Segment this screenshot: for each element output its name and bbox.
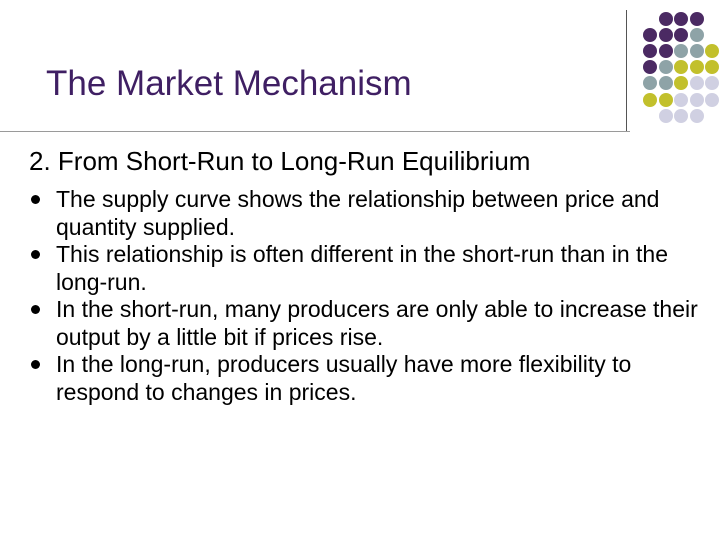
- decorative-dot: [674, 93, 688, 107]
- decorative-dot: [674, 60, 688, 74]
- decorative-dot: [643, 93, 657, 107]
- bullet-item: [31, 241, 711, 296]
- decorative-dot: [690, 76, 704, 90]
- bullet-text: This relationship is often different in the short-run than in the long-run.: [56, 241, 668, 295]
- vertical-divider: [626, 10, 627, 132]
- decorative-dot: [659, 60, 673, 74]
- decorative-dot: [674, 109, 688, 123]
- decorative-dot: [690, 44, 704, 58]
- decorative-dot: [659, 93, 673, 107]
- decorative-dot: [659, 109, 673, 123]
- decorative-dot: [705, 76, 719, 90]
- decorative-dot: [690, 109, 704, 123]
- decorative-dot: [705, 44, 719, 58]
- decorative-dot: [659, 44, 673, 58]
- bullet-marker-icon: [31, 250, 40, 259]
- bullet-item: [31, 186, 711, 241]
- bullet-text: The supply curve shows the relationship between price and quantity supplied.: [56, 186, 660, 240]
- decorative-dot: [690, 60, 704, 74]
- decorative-dot: [659, 12, 673, 26]
- decorative-dot: [659, 28, 673, 42]
- decorative-dot: [705, 60, 719, 74]
- bullet-marker-icon: [31, 195, 40, 204]
- decorative-dot: [690, 12, 704, 26]
- bullet-marker-icon: [31, 305, 40, 314]
- bullet-text: In the short-run, many producers are only able to increase their output by a little bit if prices rise.: [56, 296, 698, 350]
- decorative-dot: [674, 28, 688, 42]
- decorative-dot: [643, 60, 657, 74]
- decorative-dot: [690, 28, 704, 42]
- bullet-list: [31, 186, 711, 406]
- decorative-dot: [674, 12, 688, 26]
- slide-title: The Market Mechanism: [46, 64, 412, 103]
- bullet-item: [31, 351, 711, 406]
- decorative-dot: [674, 76, 688, 90]
- slide-subtitle: 2. From Short-Run to Long-Run Equilibrium: [29, 146, 531, 176]
- decorative-dot: [705, 93, 719, 107]
- decorative-dot: [690, 93, 704, 107]
- bullet-text: In the long-run, producers usually have more flexibility to respond to changes in prices.: [56, 351, 632, 405]
- decorative-dot: [643, 28, 657, 42]
- decorative-dot: [659, 76, 673, 90]
- decorative-dot: [643, 44, 657, 58]
- decorative-dot: [643, 76, 657, 90]
- decorative-dot: [674, 44, 688, 58]
- title-divider: [0, 131, 630, 132]
- bullet-marker-icon: [31, 360, 40, 369]
- bullet-item: [31, 296, 711, 351]
